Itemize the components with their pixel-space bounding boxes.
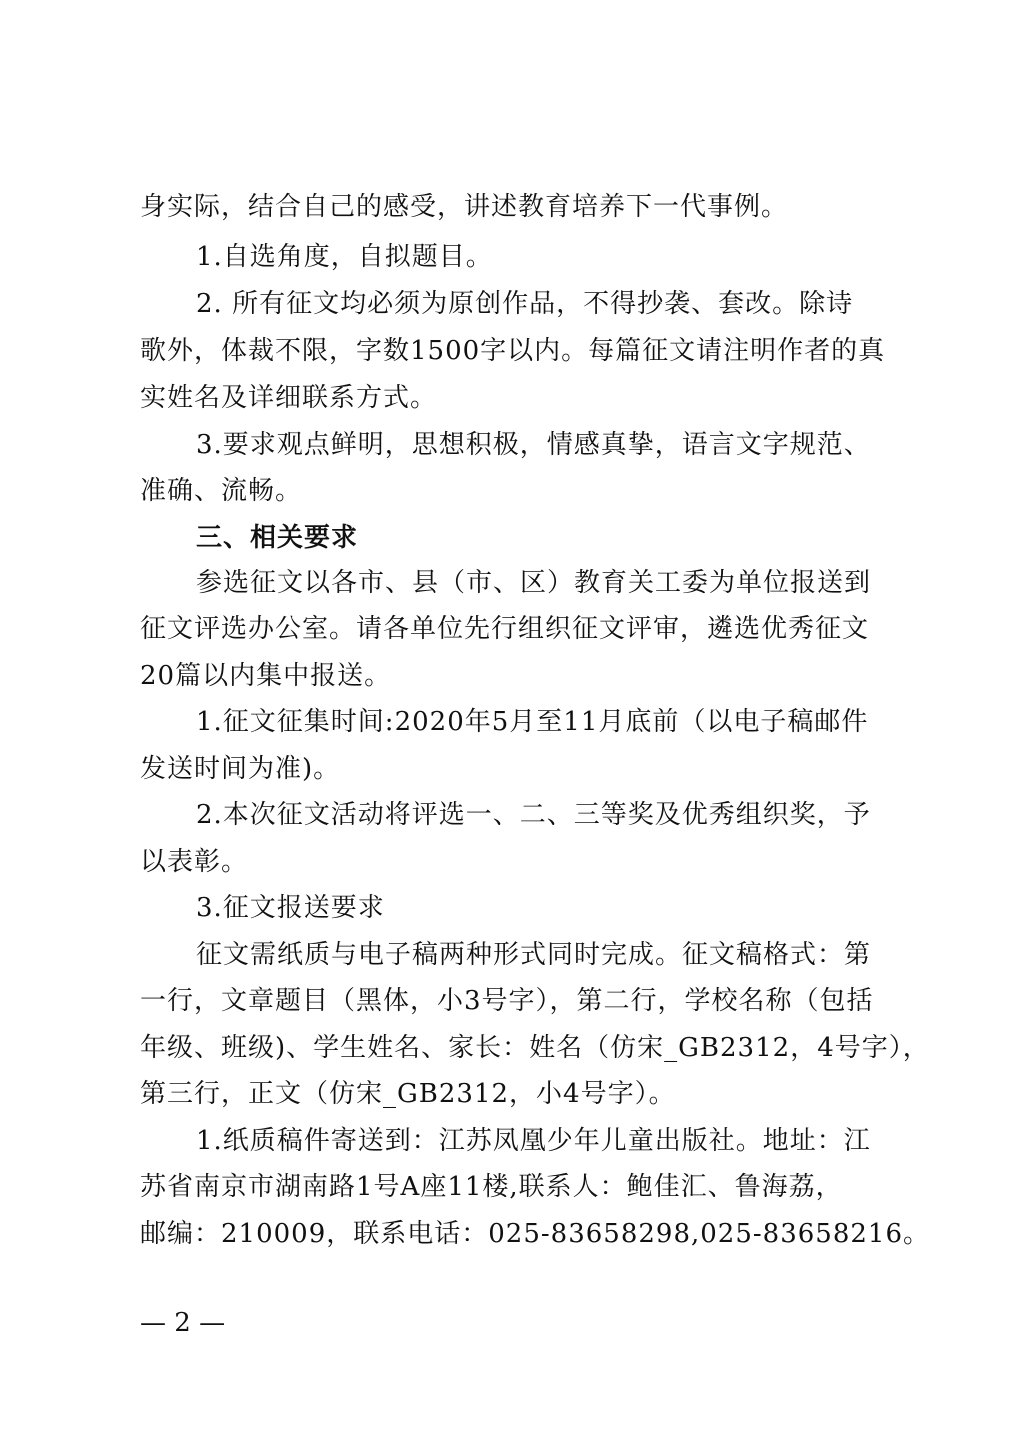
text-line-18: 一行，文章题目（黑体，小3号字），第二行，学校名称（包括: [140, 986, 874, 1016]
text-line-2: 1.自选角度，自拟题目。: [196, 242, 493, 272]
text-line-12: 1.征文征集时间:2020年5月至11月底前（以电子稿邮件: [196, 707, 869, 737]
section-heading: 三、相关要求: [196, 523, 359, 553]
text-line-1: 身实际，结合自己的感受，讲述教育培养下一代事例。: [140, 192, 789, 222]
text-line-15: 以表彰。: [140, 847, 249, 877]
text-line-5: 实姓名及详细联系方式。: [140, 383, 438, 413]
text-line-4: 歌外，体裁不限，字数1500字以内。每篇征文请注明作者的真: [140, 336, 886, 366]
text-line-10: 征文评选办公室。请各单位先行组织征文评审，遴选优秀征文: [140, 614, 870, 644]
text-line-16: 3.征文报送要求: [196, 893, 385, 923]
text-line-13: 发送时间为准)。: [140, 754, 341, 784]
text-line-9: 参选征文以各市、县（市、区）教育关工委为单位报送到: [196, 568, 872, 598]
text-line-20: 第三行，正文（仿宋_GB2312，小4号字）。: [140, 1079, 676, 1109]
text-line-22: 苏省南京市湖南路1号A座11楼,联系人：鲍佳汇、鲁海荔，: [140, 1172, 843, 1202]
text-line-14: 2.本次征文活动将评选一、二、三等奖及优秀组织奖，予: [196, 800, 871, 830]
text-line-11: 20篇以内集中报送。: [140, 661, 392, 691]
text-line-7: 准确、流畅。: [140, 476, 303, 506]
text-line-17: 征文需纸质与电子稿两种形式同时完成。征文稿格式：第: [196, 940, 872, 970]
text-line-6: 3.要求观点鲜明，思想积极，情感真挚，语言文字规范、: [196, 430, 871, 460]
text-line-19: 年级、班级)、学生姓名、家长：姓名（仿宋_GB2312，4号字），: [140, 1033, 930, 1063]
text-line-3: 2. 所有征文均必须为原创作品，不得抄袭、套改。除诗: [196, 289, 854, 319]
text-line-21: 1.纸质稿件寄送到：江苏凤凰少年儿童出版社。地址：江: [196, 1126, 871, 1156]
page-number: — 2 —: [140, 1308, 226, 1338]
text-line-23: 邮编：210009，联系电话：025-83658298,025-83658216。: [140, 1219, 931, 1249]
